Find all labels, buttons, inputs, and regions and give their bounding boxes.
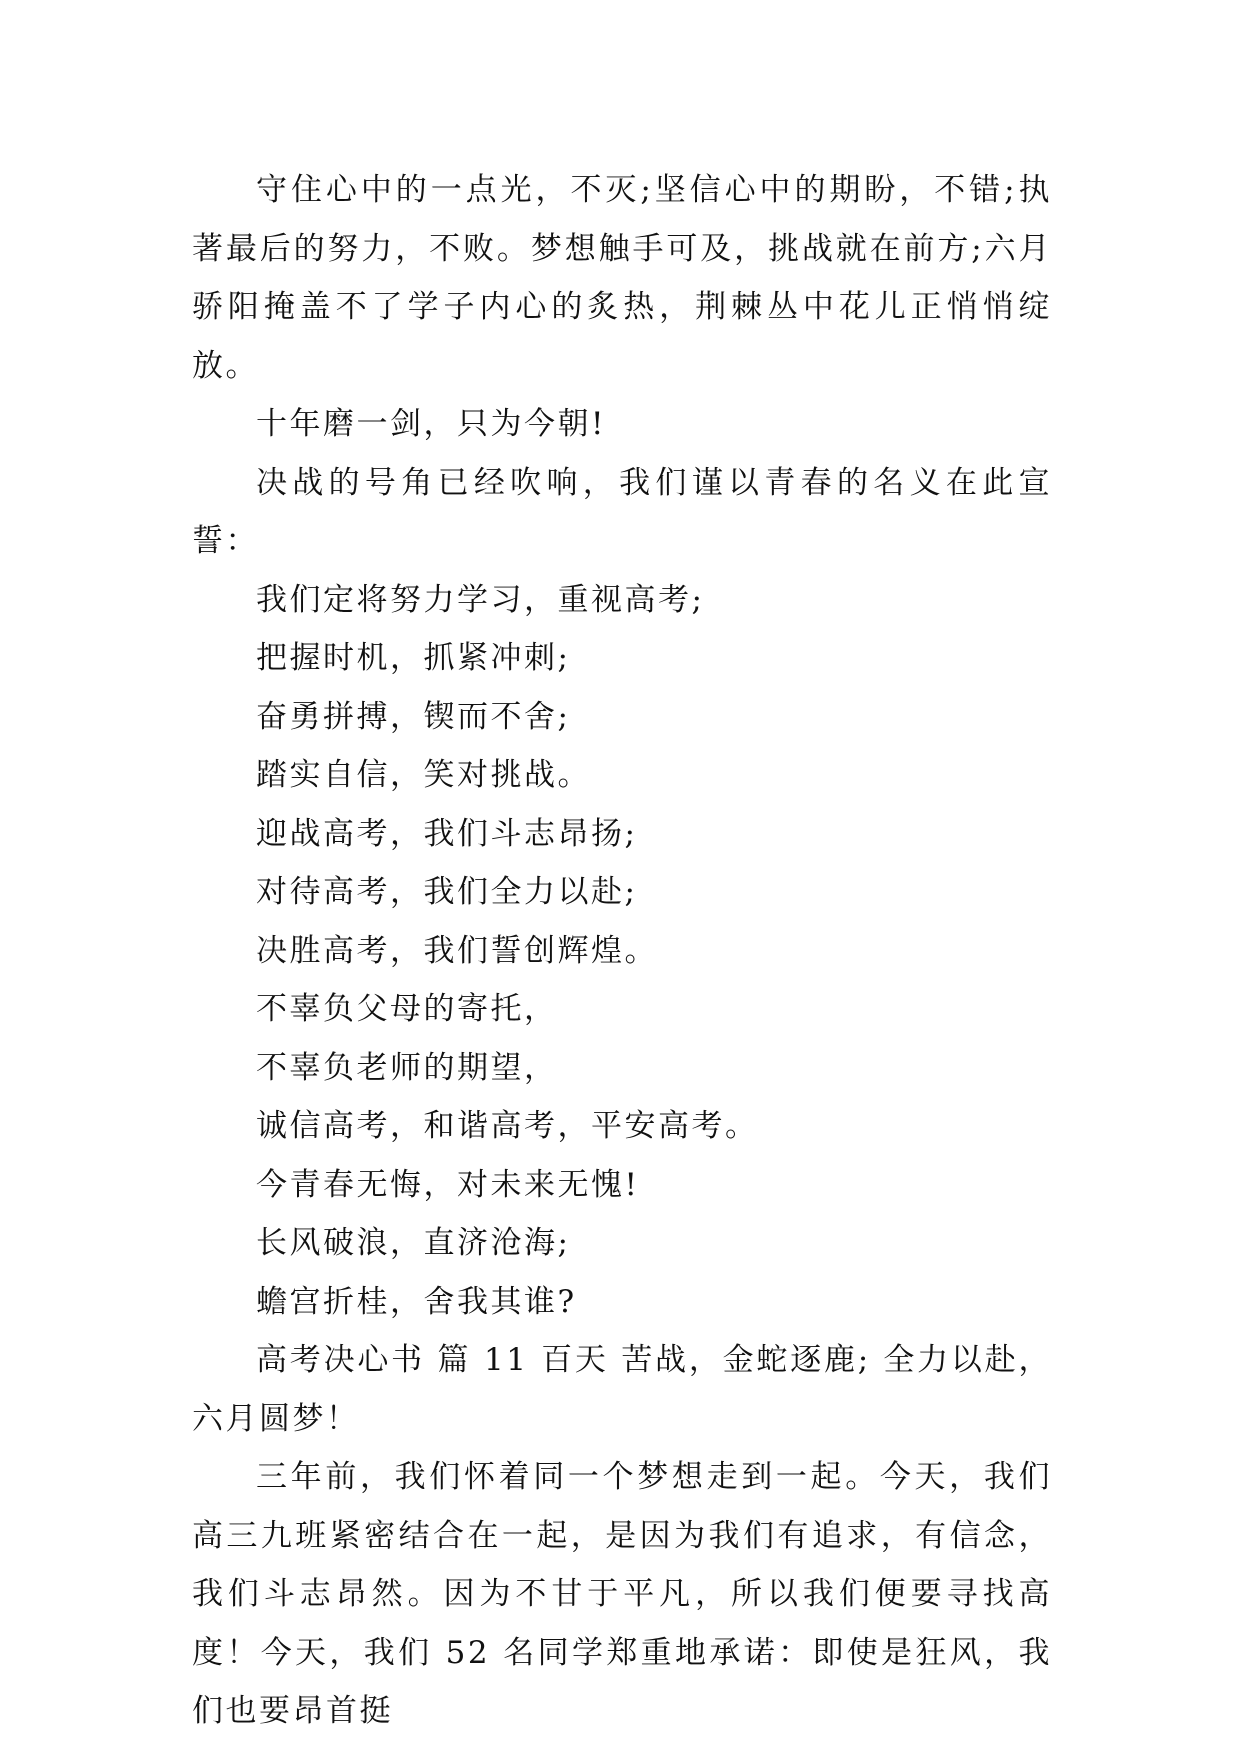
paragraph-line: 不辜负父母的寄托，	[256, 991, 558, 1027]
paragraph-line: 奋勇拼搏，锲而不舍;	[256, 698, 571, 735]
paragraph-line: 十年磨一剑，只为今朝!	[256, 406, 606, 442]
paragraph-line: 对待高考，我们全力以赴;	[256, 874, 638, 910]
paragraph-line: 决胜高考，我们誓创辉煌。	[256, 932, 658, 969]
paragraph-body: 三年前，我们怀着同一个梦想走到一起。今天，我们高三九班紧密结合在一起，是因为我们有追求，有信念，我们斗志昂然。因为不甘于平凡，所以我们便要寻找高度！今天，我们 52 名同学郑重地承诺：即使是狂风，我们也要昂首挺	[192, 1459, 1052, 1729]
paragraph-line: 诚信高考，和谐高考，平安高考。	[256, 1108, 759, 1144]
paragraph-line: 我们定将努力学习，重视高考;	[256, 581, 705, 618]
paragraph-line: 今青春无悔，对未来无愧!	[256, 1166, 640, 1203]
paragraph-line: 长风破浪，直济沧海;	[256, 1225, 571, 1261]
paragraph-line: 不辜负老师的期望，	[256, 1049, 558, 1086]
document-body	[192, 161, 1052, 1741]
paragraph-line: 踏实自信，笑对挑战。	[256, 757, 591, 793]
paragraph-line: 决战的号角已经吹响，我们谨以青春的名义在此宣誓：	[192, 464, 1052, 559]
paragraph-intro: 守住心中的一点光，不灭;坚信心中的期盼，不错;执著最后的努力，不败。梦想触手可及，挑战就在前方;六月骄阳掩盖不了学子内心的炙热，荆棘丛中花儿正悄悄绽放。	[192, 172, 1052, 384]
section-heading: 高考决心书 篇 11 百天 苦战，金蛇逐鹿; 全力以赴，六月圆梦！	[192, 1342, 1052, 1437]
paragraph-line: 把握时机，抓紧冲刺;	[256, 640, 571, 676]
paragraph-line: 迎战高考，我们斗志昂扬;	[256, 815, 638, 852]
paragraph-line: 蟾宫折桂，舍我其谁?	[256, 1283, 577, 1320]
